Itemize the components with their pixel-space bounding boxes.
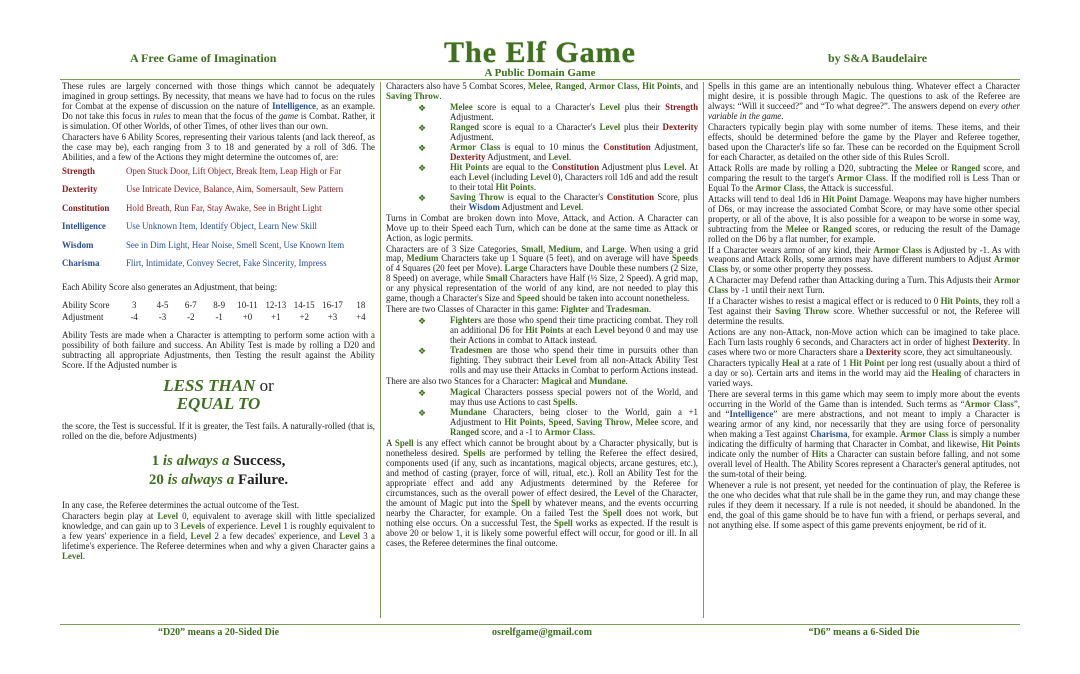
ability-name: Constitution — [62, 202, 110, 213]
paragraph: the score, the Test is successful. If it is greater, the Test fails. A naturally-rolled (that is, rolled on the die, before Adjustments) — [62, 420, 375, 441]
failure-text: Failure. — [238, 471, 289, 488]
footer-right: “D6” means a 6-Sided Die — [808, 627, 920, 638]
paragraph: If a Character wishes to resist a magical effect or is reduced to 0 Hit Points, they roll a Test against their Saving Throw score. Whether successful or not, the Referee will determine the results. — [708, 296, 1020, 327]
list-item: ❖ Mundane Characters, being closer to the World, gain a +1 Adjustment to Hit Points, Speed, Saving Throw, Melee score, and Ranged score, and a -1 to Armor Class. — [418, 407, 698, 437]
list-item: ❖ Tradesmen are those who spend their time in pursuits other than fighting. They subtract their Level from all non-Attack Ability Test rolls and may use their Attacks in Combat to perform Actions instead. — [418, 345, 698, 376]
adj-cell: +1 — [271, 311, 281, 322]
score-cell: 6-7 — [184, 299, 197, 310]
list-item: ❖ Ranged score is equal to a Character's Level plus their Dexterity Adjustment. — [418, 121, 698, 142]
paragraph: Whenever a rule is not present, yet needed for the continuation of play, the Referee is the one who decides what that rule shall be in the game they run, and may change these rules if they deem it necessary. If a rule is not needed, it should be abandoned. In the end, the goal of this game should be to have fun with a friend, or perhaps several, and not anything else. If some aspect of this game prevents enjoyment, be rid of it. — [708, 479, 1020, 530]
adjustment-table — [62, 301, 375, 325]
twenty-text: 20 — [148, 471, 164, 488]
header-right: by S&A Baudelaire — [828, 51, 928, 65]
footer-left: “D20” means a 20-Sided Die — [157, 627, 280, 638]
paragraph: A Spell is any effect which cannot be brought about by a Character physically, but is nonetheless desired. Spells are performed by telling the Referee the effect desired, components used (if any, such as incantations, magical objects, arcane gestures, etc.), and method of casting (prayer, force of will, ritual, etc.). Roll an Ability Test for the appropriate effect and add any Adjustments determined by the Referee for circumstances, such as the overall power of effect desired, the Level of the Character, the amount of Magic put into the Spell by whatever means, and the events occurring nearby the Character, for example. On a failed Test the Spell does not work, but nothing else occurs. On a successful Test, the Spell works as expected. If the result is above 20 or below 1, it is likely some powerful effect will occur, for good or ill. In all cases, the Referee determines the final outcome. — [386, 437, 698, 548]
list-item: ❖ Saving Throw is equal to the Character's Constitution Score, plus their Wisdom Adjustment and Level. — [418, 191, 698, 212]
always-text: is always a — [162, 452, 230, 469]
one-text: 1 — [151, 452, 160, 469]
less-than-text: LESS THAN — [163, 375, 256, 395]
adjustment-label: Adjustment — [62, 311, 104, 322]
always-text: is always a — [167, 471, 235, 488]
column-3 — [708, 82, 1020, 616]
paragraph: Characters have 6 Ability Scores, representing their various talents (and lack thereof, as the case may be), each ranging from 3 to 18 and generated by a roll of 3d6. The Abilities, and a few of the Actions they might determine the outcomes of, are: — [62, 131, 375, 162]
ability-name: Wisdom — [62, 239, 94, 250]
adj-cell: -4 — [130, 311, 138, 322]
paragraph: Characters typically Heal at a rate of 1 Hit Point per long rest (usually about a third of a day or so). Certain arts and items in the world may aid the Healing of characters in varied ways. — [708, 358, 1020, 389]
score-cell: 16-17 — [322, 299, 343, 310]
equal-to-text: EQUAL TO — [176, 394, 261, 414]
list-item: ❖ Armor Class is equal to 10 minus the Constitution Adjustment, Dexterity Adjustment, and Level. — [418, 141, 698, 162]
paragraph: Ability Tests are made when a Character is attempting to perform some action with a possibility of both failure and success. An Ability Test is made by rolling a D20 and subtracting all appropriate Adjustments, then Testing the result against the Ability Score. If the Adjusted number is — [62, 329, 375, 370]
column-divider-1 — [380, 82, 381, 618]
paragraph: These rules are largely concerned with those things which cannot be adequately imagined in group settings. By necessity, that means we have had to focus on the rules for Combat at the expense of discussion on the nature of Intelligence, as an example. Do not take this focus in rules to mean that the focus of the game is Combat. Rather, it is simulation. Of other Worlds, of other Times, of other lives than our own. — [62, 82, 375, 131]
paragraph: There are two Classes of Character in this game: Fighter and Tradesman. — [386, 304, 652, 315]
success-text: Success, — [233, 452, 286, 469]
ability-name: Dexterity — [62, 184, 98, 195]
paragraph: Characters are of 3 Size Categories, Small, Medium, and Large. When using a grid map, Medium Characters take up 1 Square (5 feet), and on average will have Speeds of 4 Squares (20 feet per Move). Large Characters have Double these numbers (2 Size, 8 Speed) on average, while Small Characters have Half (½ Size, 2 Speed). A grid map, or any physical representation of the world of any kind, are not needed to play this game, though a Character's Size and Speed should be taken into account nonetheless. — [386, 243, 698, 304]
header-left: A Free Game of Imagination — [130, 51, 277, 65]
score-cell: 12-13 — [265, 299, 287, 310]
adj-cell: -2 — [187, 311, 195, 322]
ability-name: Strength — [62, 165, 95, 176]
column-2 — [386, 82, 698, 616]
score-cell: 14-15 — [293, 299, 315, 310]
ability-actions: Use Intricate Device, Balance, Aim, Somersault, Sew Pattern — [126, 184, 344, 195]
page-title: The Elf Game — [444, 36, 636, 69]
paragraph: Characters also have 5 Combat Scores, Melee, Ranged, Armor Class, Hit Points, and Saving Throw. — [386, 82, 698, 101]
score-cell: 10-11 — [237, 299, 258, 310]
score-cell: 8-9 — [213, 299, 226, 310]
ability-actions: Use Unknown Item, Identify Object, Learn New Skill — [126, 221, 318, 232]
or-text: or — [259, 375, 274, 395]
column-divider-2 — [703, 82, 704, 618]
column-1 — [62, 82, 375, 616]
ability-actions: Hold Breath, Run Far, Stay Awake, See in Bright Light — [126, 202, 322, 213]
list-item: ❖ Melee score is equal to a Character's Level plus their Strength Adjustment. — [418, 101, 698, 122]
stance-list — [386, 388, 698, 438]
score-label: Ability Score — [62, 299, 110, 310]
adj-cell: +4 — [356, 311, 366, 322]
paragraph: If a Character wears armor of any kind, their Armor Class is Adjusted by -1. As with weapons and Attack Rolls, some armors may have different numbers to Adjust Armor Class by, or some other property they possess. — [708, 244, 1020, 275]
list-item: ❖ Hit Points are equal to the Constitution Adjustment plus Level. At each Level (including Level 0), Characters roll 1d6 and add the result to their total Hit Points. — [418, 161, 698, 192]
critical-callout — [62, 452, 375, 490]
class-list — [386, 316, 698, 376]
score-cell: 3 — [131, 299, 137, 310]
top-rule — [60, 79, 1020, 80]
paragraph: There are also two Stances for a Character: Magical and Mundane. — [386, 376, 628, 387]
paragraph: Characters begin play at Level 0, equivalent to average skill with little specialized knowledge, and can gain up to 3 Levels of experience. Level 1 is roughly equivalent to a few years' experience in a field, Level 2 a few decades' experience, and Level 3 a lifetime's experience. The Referee determines when and why a given Character gains a Level. — [62, 511, 375, 562]
score-cell: 18 — [356, 299, 366, 310]
less-than-callout — [62, 377, 375, 414]
paragraph: Actions are any non-Attack, non-Move action which can be imagined to take place. Each Turn lasts roughly 6 seconds, and Characters act in order of highest Dexterity. In cases where two or more Characters share a Dexterity score, they act simultaneously. — [708, 327, 1020, 358]
ability-actions: Flirt, Intimidate, Convey Secret, Fake Sincerity, Impress — [126, 258, 327, 269]
bottom-rule — [60, 624, 1020, 625]
ability-name: Charisma — [62, 258, 100, 269]
footer-email: osrelfgame@gmail.com — [492, 627, 592, 638]
ability-name: Intelligence — [62, 221, 106, 232]
adj-cell: +3 — [327, 311, 338, 322]
paragraph: Turns in Combat are broken down into Move, Attack, and Action. A Character can Move up to their Speed each Turn, which can be done at the same time as Attack or Action, as logic permits. — [386, 212, 698, 243]
ability-actions: See in Dim Light, Hear Noise, Smell Scent, Use Known Item — [126, 239, 345, 250]
adj-cell: -3 — [158, 311, 167, 322]
paragraph: Attack Rolls are made by rolling a D20, subtracting the Melee or Ranged score, and comparing the result to the target's Armor Class. If the modified roll is Less Than or Equal To the Armor Class, the Attack is successful. — [708, 162, 1020, 193]
ability-table — [62, 167, 375, 278]
paragraph: Characters typically begin play with some number of items. These items, and their effects, should be determined before the game by the Player and Referee together, based upon the Character's life so far. These can be recorded on the Equipment Scroll for each Character, as detailed on the other side of this Rules Scroll. — [708, 121, 1020, 162]
paragraph: Spells in this game are an intentionally nebulous thing. Whatever effect a Character might desire, it is possible through Magic. The questions to ask of the Referee are always: “Will it succeed?” and “To what degree?”. The answers depend on every other variable in the game. — [708, 82, 1020, 121]
paragraph: A Character may Defend rather than Attacking during a Turn. This Adjusts their Armor Class by -1 until their next Turn. — [708, 275, 1020, 296]
score-cell: 4-5 — [156, 299, 169, 310]
combat-score-list — [386, 103, 698, 213]
paragraph: There are several terms in this game which may seem to imply more about the events occurring in the World of the Game than is intended. Such terms as “Armor Class”, and “Intelligence” are mere abstractions, and not meant to imply a Character is wearing armor of any kind, nor necessarily that they are using force of personality when making a Test against Charisma, for example. Armor Class is simply a number indicating the difficulty of harming that Character in Combat, and likewise, Hit Points indicate only the number of Hits a Character can sustain before falling, and not some overall level of Health. The Ability Scores represent a Character's general aptitudes, not the sum-total of their being. — [708, 389, 1020, 479]
list-item: ❖ Magical Characters possess special powers not of the World, and may thus use Actions to cast Spells. — [418, 387, 698, 408]
adj-cell: +2 — [299, 311, 309, 322]
paragraph: Attacks will tend to deal 1d6 in Hit Point Damage. Weapons may have higher numbers of D6s, or may increase the associated Combat Score, or may have some other special property, or all of the above, It is also possible for a weapon to be worse in some way, subtracting from the Melee or Ranged scores, or reducing the result of the Damage rolled on the D6 by a flat number, for example. — [708, 193, 1020, 244]
ability-actions: Open Stuck Door, Lift Object, Break Item, Leap High or Far — [126, 165, 342, 176]
list-item: ❖ Fighters are those who spend their time practicing combat. They roll an additional D6 for Hit Points at each Level beyond 0 and may use their Actions in combat to Attack instead. — [418, 315, 698, 346]
paragraph: Each Ability Score also generates an Adjustment, that being: — [62, 281, 278, 292]
adj-cell: -1 — [215, 311, 223, 322]
adj-cell: +0 — [242, 311, 253, 322]
paragraph: In any case, the Referee determines the actual outcome of the Test. — [62, 500, 300, 511]
page-subtitle: A Public Domain Game — [484, 67, 596, 79]
